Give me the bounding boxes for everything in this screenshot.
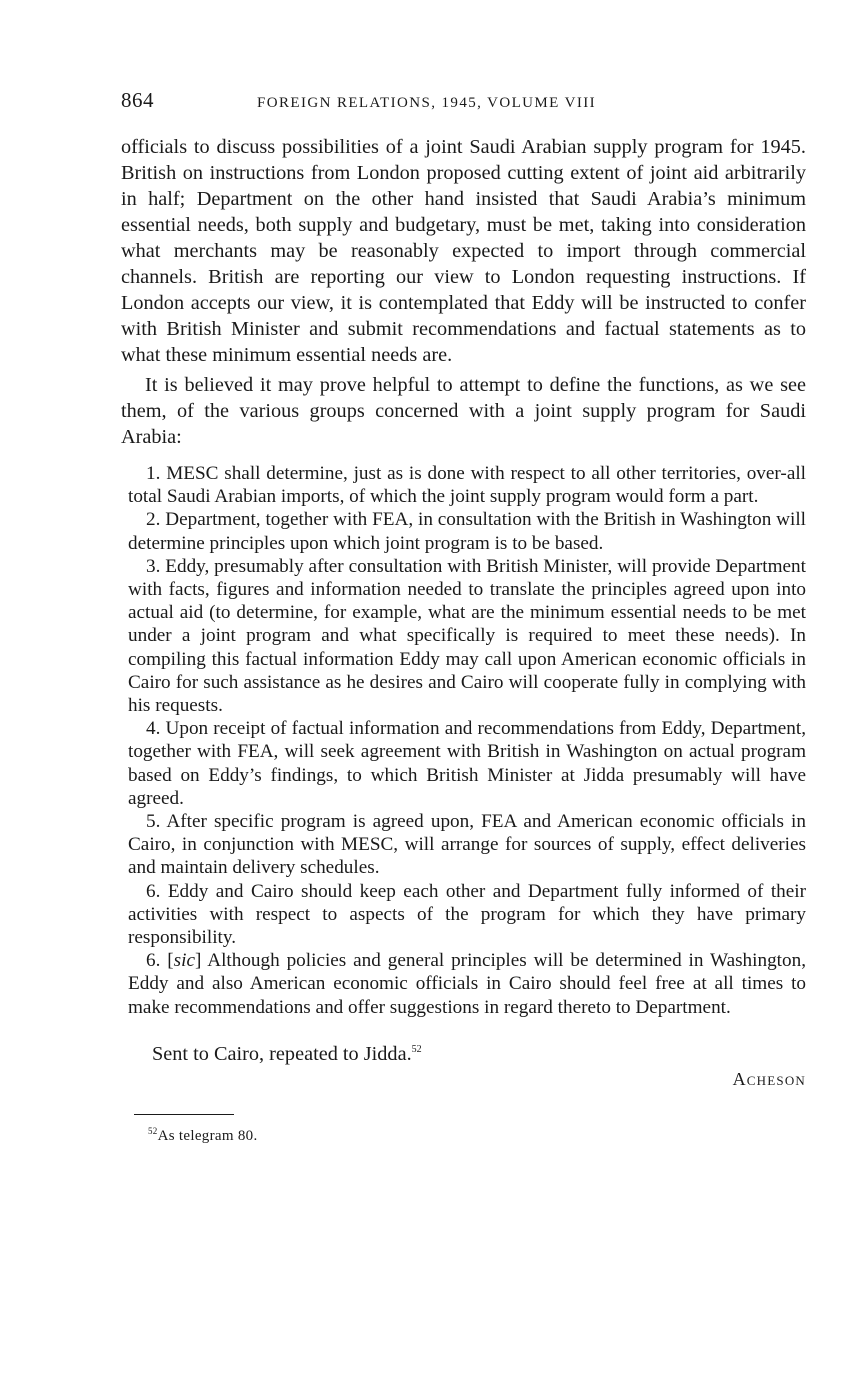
- list-item: 6. Eddy and Cairo should keep each other and Department fully informed of their activities with respect to aspects of the program for which they have primary responsibility.: [128, 880, 806, 949]
- signature: Acheson: [732, 1068, 806, 1089]
- list-item: 4. Upon receipt of factual information and recommendations from Eddy, Department, together with FEA, will seek agreement with British in Washington on actual program based on Eddy’s findings, to which British Minister at Jidda presumably will have agreed.: [128, 718, 806, 809]
- list-item-sic: [128, 949, 806, 1019]
- closing-text: Sent to Cairo, repeated to Jidda.: [152, 1042, 412, 1065]
- footnote: [148, 1125, 806, 1145]
- paragraph-continued: officials to discuss possibilities of a joint Saudi Arabian supply program for 1945. British on instructions from London proposed cutting extent of joint aid arbitrarily in half; Department on the other hand insisted that Saudi Arabia’s minimum essential needs, both supply and budgetary, must be met, taking into consideration what merchants may be reasonably expected to import through commercial channels. British are reporting our view to London requesting instructions. If London accepts our view, it is contemplated that Eddy will be instructed to confer with British Minister and submit recommendations and factual statements as to what these minimum essential needs are.: [121, 136, 806, 366]
- bracket-close: ]: [195, 950, 202, 972]
- document-page: [121, 88, 806, 1145]
- functions-list: [128, 462, 806, 1019]
- running-head: FOREIGN RELATIONS, 1945, VOLUME VIII: [257, 95, 597, 111]
- paragraph-intro: It is believed it may prove helpful to attempt to define the functions, as we see them, of the various groups concerned with a joint supply program for Saudi Arabia:: [121, 374, 806, 448]
- sic-annotation: sic: [173, 950, 195, 972]
- list-item: 2. Department, together with FEA, in consultation with the British in Washington will determine principles upon which joint program is to be based.: [128, 509, 806, 554]
- page-header: [121, 88, 806, 122]
- list-item: 5. After specific program is agreed upon, FEA and American economic officials in Cairo, in conjunction with MESC, will arrange for sources of supply, effect deliveries and maintain delivery schedules.: [128, 811, 806, 879]
- page-number: 864: [121, 88, 154, 112]
- closing-line: [152, 1041, 806, 1067]
- bracket-open: [: [167, 950, 174, 972]
- footnote-text: As telegram 80.: [157, 1127, 258, 1144]
- list-item: 3. Eddy, presumably after consultation with British Minister, will provide Department with facts, figures and information needed to translate the principles agreed upon into actual aid (to determine, for example, what are the minimum essential needs to be met under a joint program and what specifically is required to meet these needs). In compiling this factual information Eddy may call upon American economic officials in Cairo for such assistance as he desires and Cairo will cooperate fully in complying with his requests.: [128, 555, 806, 717]
- footnote-reference: 52: [411, 1044, 422, 1056]
- footnote-divider: [134, 1114, 234, 1115]
- list-item-number: 6.: [146, 950, 161, 972]
- footnote-marker: 52: [148, 1125, 158, 1136]
- list-item: 1. MESC shall determine, just as is done with respect to all other territories, over-all total Saudi Arabian imports, of which the joint supply program would form a part.: [128, 463, 806, 508]
- list-item-text: Although policies and general principles will be determined in Washington, Eddy and also American economic officials in Cairo should feel free at all times to make recommendations and offer suggestions in regard thereto to Department.: [128, 950, 806, 1018]
